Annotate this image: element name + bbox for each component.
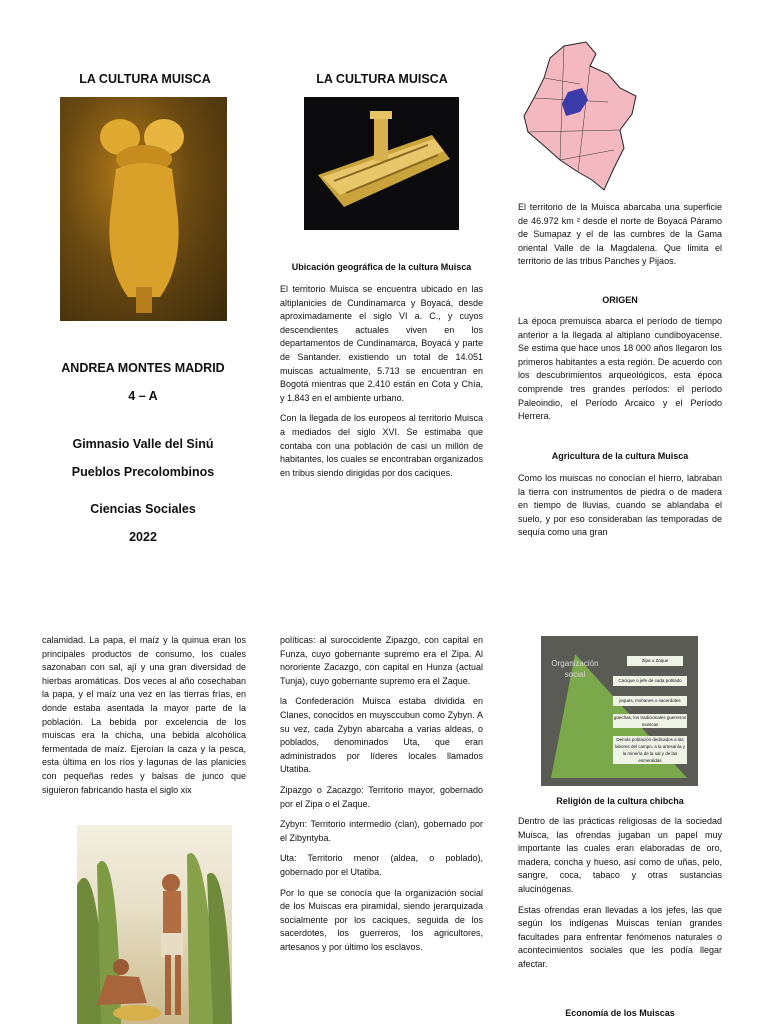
paragraph: Zybyn: Territorio intermedio (clan), gobernado por el Zibyntyba. [280, 819, 483, 843]
paragraph: El territorio Muisca se encuentra ubicado en las altiplanicies de Cundinamarca y Boyacá, desde aproximadamente el siglo VI a. C., y cuyos descendientes actuales viven en los departamentos de Cundinamarca, Boyacá y parte de Santander. existiendo un total de 14.051 muiscas actualmente, 5.713 se encuentran en Bogotá mientras que 2.410 están en Cota y Chía, y 1.843 en el ambiente urbano. [280, 284, 483, 403]
political-organization-text [280, 634, 483, 961]
territory-text [518, 201, 722, 276]
diagram-level: jeques, mohanes o sacerdotes [613, 696, 687, 706]
colombia-map-image [520, 40, 640, 192]
paragraph: Por lo que se conocía que la organización social de los Muiscas era piramidal, siendo jerarquizada socialmente por los caciques, seguida de los sacerdotes, los guerreros, los agricultores, artesanos y por último los esclavos. [280, 887, 483, 952]
paragraph: La época premuisca abarca el período de tiempo anterior a la llegada al altiplano cundiboyacense. Se estima que hace unos 18 000 años llegaron los primeros habitantes a esta región. De acuerdo con los descubrimientos arqueológicos, esta época comprende tres grandes períodos: el período Paleoindio, el Período Arcaico y el Período Herrera. [518, 316, 722, 422]
paragraph: calamidad. La papa, el maíz y la quinua eran los principales productos de consumo, los cuales sazonaban con sal, ají y una gran diversidad de hierbas aromáticas. Dos veces al año cosechaban la papa, y el maíz una vez en las tierras frías, en donde estaba asentada la mayor parte de la población. La bebida por excelencia de los muiscas era la chicha, una bebida alcohólica fermentada de maíz. Ejercían la caza y la pesca, esta última en los ríos y lagunas de las planicies con pequeñas redes y balsas de junco que siguieron fabricando hasta el siglo xix [42, 635, 246, 795]
paragraph: Dentro de las prácticas religiosas de la sociedad Muisca, las ofrendas jugaban un papel muy importante las cuales eran elaboradas de oro, madera, concha y hueso, así como de uñas, pelo, sangre, coca, tabaco y otras sustancias alucinógenas. [518, 816, 722, 894]
origen-heading: ORIGEN [602, 295, 638, 305]
paragraph: Como los muiscas no conocían el hierro, labraban la tierra con instrumentos de piedra o de madera en tiempo de lluvias, cuando se ablandaba el suelo, y por eso consideraban las temporadas de sequía como una gran [518, 473, 722, 538]
economy-heading: Economía de los Muiscas [565, 1008, 675, 1018]
agriculture-heading: Agricultura de la cultura Muisca [551, 451, 689, 461]
author-name: ANDREA MONTES MADRID [61, 361, 225, 375]
diagram-level: Demás población dedicados a las labores del campo, a la artesanía y la minería de la sal y de las esmeraldas [614, 737, 686, 763]
paragraph: El territorio de la Muisca abarcaba una superficie de 46.972 km ² desde el norte de Boyacá Páramo de Sumapaz y el de las cumbres de la Gama oriental Valle de la Magdalena. Que limita el territorio de las tribus Panches y Pijaos. [518, 202, 722, 267]
middle-title: LA CULTURA MUISCA [316, 72, 448, 86]
diagram-title: Organización social [551, 659, 599, 679]
diagram-level: Cacique o jefe de cada poblado [613, 676, 687, 686]
paragraph: Uta: Territorio menor (aldea, o poblado), gobernado por el Utatiba. [280, 853, 483, 877]
grade: 4 – A [128, 389, 158, 403]
location-heading: Ubicación geográfica de la cultura Muisca [291, 262, 472, 272]
social-organization-diagram [541, 636, 698, 786]
location-text [280, 283, 483, 487]
agriculture-continued-text [42, 634, 246, 804]
school-name: Gimnasio Valle del Sinú [72, 437, 214, 451]
religion-heading: Religión de la cultura chibcha [556, 796, 684, 806]
golden-figure-image [60, 97, 227, 321]
left-title: LA CULTURA MUISCA [79, 72, 211, 86]
topic: Pueblos Precolombinos [71, 465, 215, 479]
paragraph: políticas: al suroccidente Zipazgo, con capital en Funza, cuyo gobernante supremo era el Zipa. Al nororiente Zacazgo, con capital en Hunza (actual Tunja), cuyo gobernante supremo era el Zaque. [280, 635, 483, 686]
paragraph: la Confederación Muisca estaba dividida en Clanes, conocidos en muysccubun como Zybyn. A su vez, cada Zybyn abarcaba a varias aldeas, o poblados, denominados Uta, que eran administrados por líderes locales llamados Utatiba. [280, 696, 483, 775]
religion-text [518, 815, 722, 979]
year: 2022 [129, 530, 157, 544]
agriculture-text [518, 472, 722, 547]
origen-text [518, 315, 722, 431]
diagram-level: güechas, los tradicionales guerreros muiscas [613, 715, 687, 727]
subject: Ciencias Sociales [90, 502, 196, 516]
paragraph: Con la llegada de los europeos al territorio Muisca a mediados del siglo XVI. Se estimaba que contaba con una población de casi un millón de habitantes, los cuales se encontraban organizados en tribus siendo dirigidas por dos caciques. [280, 413, 483, 478]
golden-raft-image [304, 97, 459, 230]
paragraph: Zipazgo o Zacazgo: Territorio mayor, gobernado por el Zipa o el Zaque. [280, 784, 483, 809]
diagram-level: Zipa o Zaque [627, 656, 683, 666]
paragraph: Estas ofrendas eran llevadas a los jefes, las que según los indígenas Muiscas tenían grandes facultades para enfrentar fenómenos naturales o acontecimientos sociales que les podía llegar afectar. [518, 904, 722, 969]
muisca-farming-image [77, 825, 232, 1024]
